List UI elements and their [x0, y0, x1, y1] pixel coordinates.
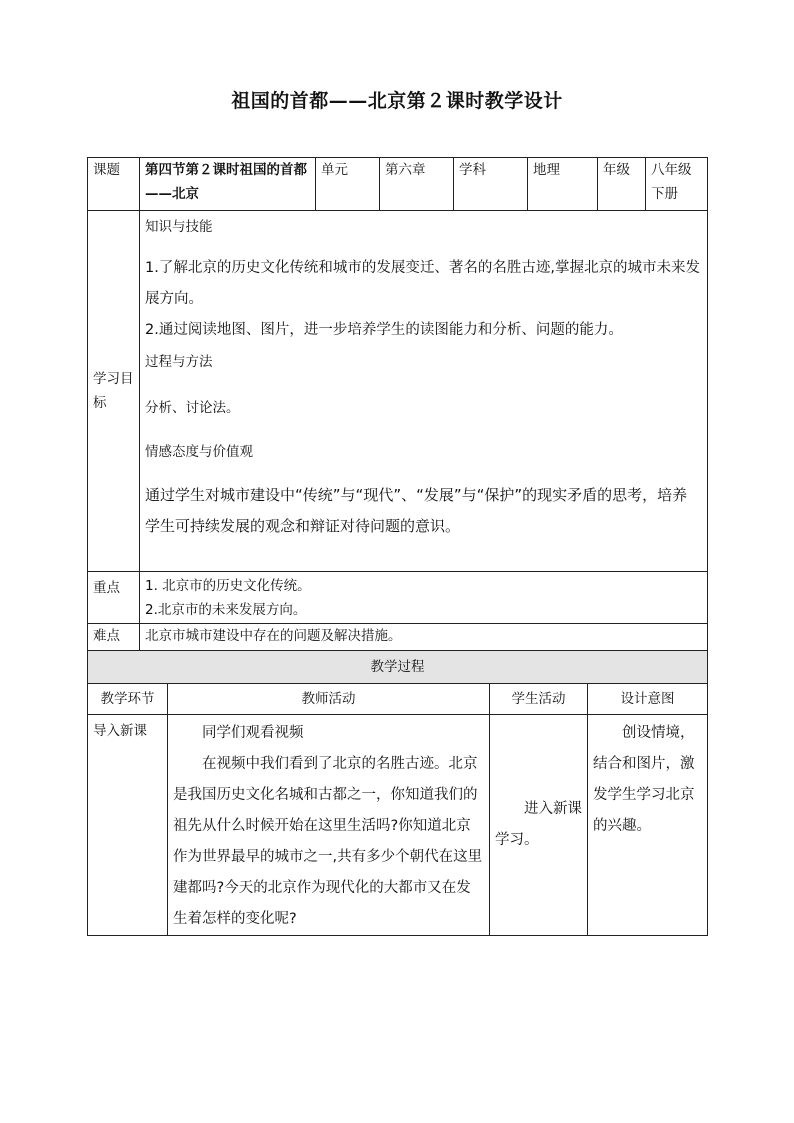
teacher-line-1: 同学们观看视频 — [202, 725, 304, 741]
key-point-1: 1. 北京市的历史文化传统。 — [145, 578, 311, 594]
col-teacher: 教师活动 — [168, 684, 490, 715]
objectives-content — [140, 211, 708, 572]
teacher-line-2: 在视频中我们看到了北京的名胜古迹。北京是我国历史文化名城和古都之一，你知道我们的祖先从什么时候开始在这里生活吗?你知道北京作为世界最早的城市之一,共有多少个朝代在这里建都吗?今天的北京作为现代化的大都市又在发生着怎样的变化呢? — [173, 756, 483, 927]
subject-label: 学科 — [454, 158, 528, 211]
row-teacher — [168, 715, 490, 936]
student-activity: 进入新课学习。 — [495, 801, 582, 848]
objectives-heading-attitude: 情感态度与价值观 — [145, 444, 253, 460]
col-student: 学生活动 — [490, 684, 588, 715]
lesson-info-table — [87, 157, 708, 652]
col-stage: 教学环节 — [88, 684, 168, 715]
objectives-heading-knowledge: 知识与技能 — [145, 219, 213, 235]
objectives-item-2: 2.通过阅读地图、图片，进一步培养学生的读图能力和分析、问题的能力。 — [145, 322, 623, 338]
design-intent: 创设情境，结合和图片，激发学生学习北京的兴趣。 — [593, 725, 695, 834]
objectives-attitude-text: 通过学生对城市建设中“传统”与“现代”、“发展”与“保护”的现实矛盾的思考，培养学生可持续发展的观念和辩证对待问题的意识。 — [145, 486, 688, 535]
objectives-label: 学习目标 — [88, 211, 140, 572]
difficulty-text: 北京市城市建设中存在的问题及解决措施。 — [140, 624, 708, 652]
key-points-label: 重点 — [88, 572, 140, 624]
topic-label: 课题 — [88, 158, 140, 211]
process-heading: 教学过程 — [88, 651, 708, 684]
unit-value: 第六章 — [380, 158, 454, 211]
objectives-heading-process: 过程与方法 — [145, 354, 213, 370]
key-point-2: 2.北京市的未来发展方向。 — [145, 602, 307, 618]
teaching-process-table — [87, 650, 708, 936]
objectives-item-1: 1.了解北京的历史文化传统和城市的发展变迁、著名的名胜古迹,掌握北京的城市未来发展方向。 — [145, 260, 700, 307]
table-row — [88, 715, 708, 936]
col-intent: 设计意图 — [588, 684, 708, 715]
grade-value: 八年级下册 — [646, 158, 708, 211]
page-title: 祖国的首都——北京第２课时教学设计 — [231, 90, 563, 112]
objectives-method: 分析、讨论法。 — [145, 400, 240, 416]
key-points-content — [140, 572, 708, 624]
row-student — [490, 715, 588, 936]
subject-value: 地理 — [528, 158, 598, 211]
grade-label: 年级 — [598, 158, 646, 211]
unit-label: 单元 — [316, 158, 380, 211]
topic-value: 第四节第２课时祖国的首都——北京 — [140, 158, 316, 211]
row-stage: 导入新课 — [88, 715, 168, 936]
row-intent — [588, 715, 708, 936]
difficulty-label: 难点 — [88, 624, 140, 652]
